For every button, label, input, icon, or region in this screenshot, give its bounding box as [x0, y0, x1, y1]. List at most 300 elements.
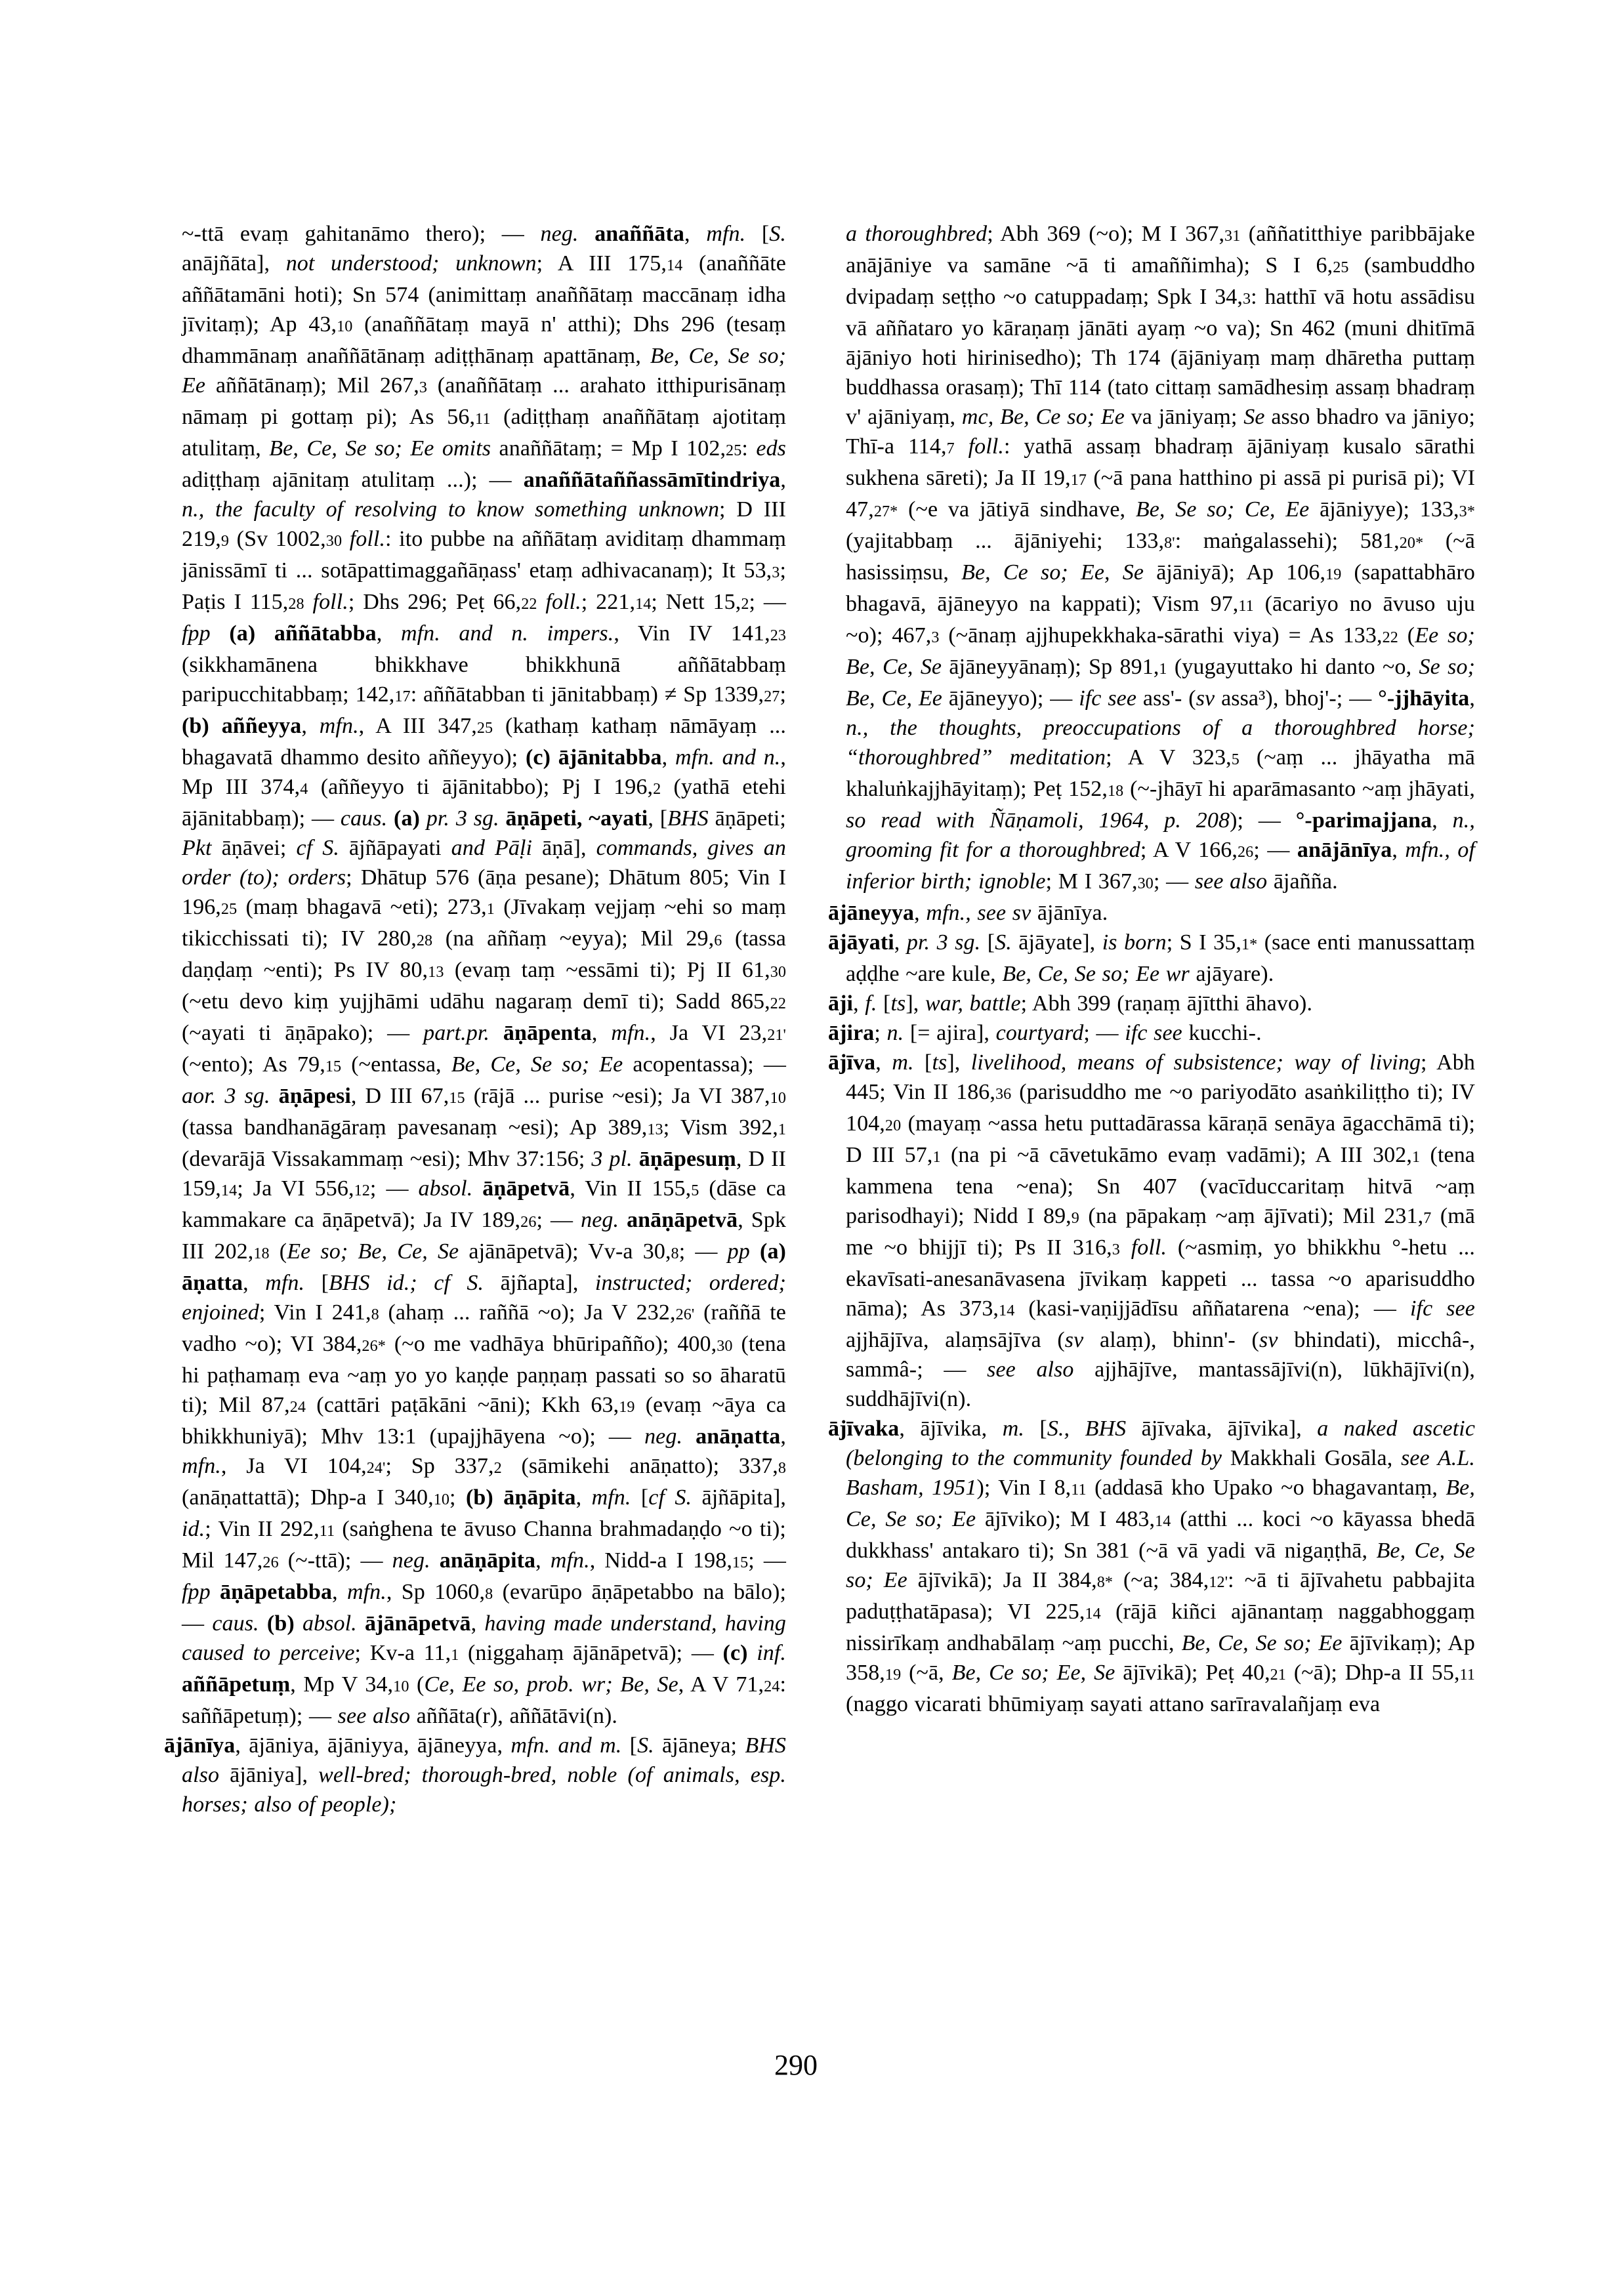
line-number: 26 [1238, 843, 1254, 861]
italic-label: foll. [968, 434, 1004, 459]
italic-label: commands, gives an order (to); orders [182, 836, 786, 890]
line-number: 25 [220, 900, 238, 918]
line-number: 25 [726, 442, 742, 459]
line-number: 14 [220, 1182, 238, 1199]
entry-continuation [164, 219, 786, 1731]
italic-label: m. [892, 1050, 914, 1075]
italic-label: mfn. and n. impers. [400, 621, 614, 646]
entry-text: anaññātaṃ; = Mp I 102,25: [491, 436, 757, 461]
line-number: 14 [999, 1302, 1015, 1319]
italic-label: S. [769, 222, 786, 246]
entry-text: , Vin IV 141,23 (sikkhamānena bhikkhave bhikkhunā aññātabbaṃ paripucchitabbaṃ; 142,17: aññātabban ti jānitabbaṃ) ≠ Sp 1339,27; [182, 621, 787, 707]
line-number: 8 [778, 1459, 787, 1477]
line-number: 3 [1112, 1241, 1120, 1258]
line-number: 2 [493, 1459, 502, 1477]
headword-or-form: (a) [229, 621, 256, 646]
italic-label: part.pr. [423, 1021, 490, 1045]
entry-text: ājāneya; [654, 1733, 745, 1758]
italic-label: so read with Ñāṇamoli, 1964, p. 208 [846, 808, 1230, 833]
headword-or-form: anājānīya [1297, 838, 1392, 862]
entry-text: ājīvikā); Peṭ 40,21 (~ā); Dhp-a II 55,11 (naggo vicarati bhūmiyaṃ sayati attano sarīravalañjaṃ eva [846, 1661, 1475, 1716]
entry-text: āṇā], [532, 836, 596, 860]
italic-label: sv [1064, 1328, 1084, 1352]
line-number: 24' [366, 1459, 386, 1477]
dictionary-entry [828, 928, 1475, 989]
italic-label: having made understand, having caused to perceive [182, 1611, 786, 1665]
line-number: 6 [714, 932, 722, 949]
entry-text: , Mp V 34,10 ( [290, 1672, 425, 1697]
italic-label: Pkt [182, 836, 212, 860]
line-number: 14 [1155, 1512, 1171, 1530]
entry-text: ], [906, 991, 925, 1016]
entry-text [209, 714, 222, 738]
entry-text: āṇāvei; [211, 836, 297, 860]
line-number: 20 [885, 1117, 902, 1134]
italic-label: BHS [667, 806, 709, 831]
italic-label: BHS also [182, 1733, 786, 1787]
entry-text: , [684, 222, 707, 246]
entry-text: , Spk III 202,18 ( [182, 1208, 786, 1264]
entry-text: ; A V 166,26; — [1140, 838, 1297, 862]
line-number: 19 [885, 1666, 902, 1684]
headword-or-form: anāṇāpita [439, 1548, 536, 1573]
line-number: 13 [647, 1121, 663, 1138]
headword-or-form: āṇāpita [503, 1485, 576, 1510]
line-number: 14 [667, 257, 683, 274]
line-number: 3 [419, 379, 427, 396]
headword-or-form: āṇāpetabba [220, 1580, 333, 1604]
entry-text: , D II 159,14; Ja VI 556,12; — [182, 1147, 786, 1201]
entry-text [430, 1548, 440, 1573]
italic-label: a thoroughbred [846, 222, 988, 246]
italic-label: Se so; Be, Ce, Ee [846, 655, 1475, 711]
line-number: 30 [1137, 875, 1154, 892]
italic-label: inf. [757, 1641, 786, 1665]
line-number: 19 [619, 1398, 635, 1416]
entry-text: ājāneyyānaṃ); Sp 891,1 (yugayuttako hi danto ~o, [942, 655, 1419, 679]
entry-text: ; M I 367,30; — [1045, 869, 1195, 894]
entry-text: ājāneyyo); — [942, 686, 1079, 711]
entry-text [357, 1611, 365, 1636]
headword-or-form: (a) [394, 806, 420, 831]
entry-text: assa³), bhoj'-; — [1215, 686, 1379, 711]
entry-text [259, 1611, 267, 1636]
italic-label: S. [637, 1733, 654, 1758]
italic-label: mfn. [550, 1548, 590, 1573]
italic-label: neg. [581, 1208, 619, 1232]
headword-or-form: (a) [760, 1239, 786, 1264]
line-number: 15 [325, 1058, 342, 1075]
entry-text: [ [304, 1271, 329, 1295]
line-number: 8 [485, 1585, 493, 1603]
italic-label: ifc see [1079, 686, 1137, 711]
entry-text: va jāniyaṃ; [1124, 405, 1244, 429]
entry-text: aññātānaṃ); Mil 267,3 (anaññātaṃ ... arahato itthipurisānaṃ nāmaṃ pi gottaṃ pi); As 56,11 (adiṭṭhaṃ anaññātaṃ ajotitaṃ atulitaṃ, [182, 373, 787, 461]
entry-text: kucchi-. [1182, 1021, 1262, 1045]
entry-text: , [575, 1485, 592, 1510]
italic-label: pp [727, 1239, 750, 1264]
italic-label: fpp [182, 621, 211, 646]
entry-text: ; S I 35,1* (sace enti manussattaṃ aḍḍhe ~are kule, [846, 930, 1476, 986]
entry-text: , [243, 1271, 266, 1295]
entry-text: [ [631, 1485, 649, 1510]
entry-text: ājñapta], [484, 1271, 595, 1295]
entry-text: ājāniyā); Ap 106,19 (sapattabhāro bhagavā, ājāneyyo na kappati); Vism 97,11 (ācariyo no āvuso uju ~o); 467,3 (~ānaṃ ajjhupekkhaka-sārathi viya) = As 133,22 ( [846, 560, 1475, 648]
italic-label: 3 pl. [591, 1147, 633, 1171]
headword-or-form: °-jjhāyita [1378, 686, 1470, 711]
entry-text: ajāyare). [1189, 962, 1274, 986]
entry-text: , [535, 1548, 551, 1573]
italic-label: Be, Ce, Se so; Ee [451, 1052, 623, 1077]
dictionary-entry [828, 1048, 1475, 1414]
entry-text: , [1469, 686, 1476, 711]
headword-or-form: ājira [828, 1021, 875, 1045]
italic-label: Be, Ce, Se so; Ee [846, 1476, 1475, 1531]
line-number: 22 [521, 595, 537, 613]
entry-text: ~-ttā evaṃ gahitanāmo thero); — [182, 222, 541, 246]
entry-text [211, 621, 230, 646]
entry-text: (~asmiṃ, yo bhikkhu °-hetu ... ekavīsati-anesanāvasena jīvikaṃ kappeti ... tassa ~o aparisuddho nāma); As 373,14 (kasi-vaṇijjādīsu aññatarena ~ena); — [846, 1235, 1475, 1321]
line-number: 10 [770, 1089, 786, 1107]
entry-text: , A III 347,25 (kathaṃ kathaṃ nāmāyaṃ ... bhagavatā dhammo desito aññeyyo); [182, 714, 787, 770]
entry-text: , [1432, 808, 1453, 833]
line-number: 11 [1071, 1481, 1087, 1499]
line-number: 25 [476, 719, 493, 737]
italic-label: S., BHS [1047, 1416, 1127, 1441]
headword-or-form: anāṇatta [696, 1424, 781, 1449]
line-number: 18 [1107, 782, 1124, 800]
italic-label: mfn. [591, 1485, 631, 1510]
line-number: 14 [1085, 1605, 1101, 1623]
italic-label: Be, Ce, Se so; Ee [182, 344, 786, 398]
dictionary-entry [828, 1414, 1475, 1719]
entry-text: , ājīvika, [899, 1416, 1003, 1441]
entry-text: , [661, 745, 675, 770]
headword-or-form: (c) [525, 745, 551, 770]
headword-or-form: āṇatta [182, 1271, 243, 1295]
headword-or-form: aññātabba [274, 621, 377, 646]
entry-text: , A V 71,24: saññāpetuṃ); — [182, 1672, 787, 1728]
italic-label: Be, Ce so; Ee, Se [951, 1661, 1115, 1685]
italic-label: is born [1102, 930, 1167, 955]
line-number: 7 [1423, 1209, 1432, 1227]
entry-text: adiṭṭhaṃ ajānitaṃ atulitaṃ ...); — [182, 468, 524, 492]
italic-label: foll. [312, 590, 348, 614]
line-number: 17 [394, 688, 411, 705]
entry-text: , [301, 714, 320, 738]
entry-text: , [1392, 838, 1405, 862]
headword-or-form: (c) [722, 1641, 748, 1665]
line-number: 13 [428, 963, 444, 981]
entry-text [295, 1611, 302, 1636]
entry-text: ; A V 323,5 (~aṃ ... jhāyatha mā khaluṅkajjhāyitaṃ); Peṭ 152,18 (~-jhāyī hi aparāmasanto ~aṃ jhāyati, [846, 745, 1475, 801]
headword-or-form: anaññāta [594, 222, 685, 246]
headword-or-form: (b) [266, 1611, 295, 1636]
headword-or-form: āṇāpesi [278, 1084, 351, 1108]
italic-label: n. [886, 1021, 904, 1045]
entry-text: ; Abh 399 (raṇaṃ ājītthi āhavo). [1020, 991, 1313, 1016]
entry-text: , [470, 1611, 485, 1636]
entry-text: ; [874, 1021, 887, 1045]
italic-label: instructed; ordered; enjoined [182, 1271, 787, 1325]
line-number: 8 [371, 1306, 379, 1323]
entry-continuation [828, 219, 1475, 898]
entry-text [255, 621, 274, 646]
italic-label: sv [1196, 686, 1215, 711]
italic-label: neg. [644, 1424, 683, 1449]
entry-text: , [914, 901, 927, 925]
italic-label: caus. [212, 1611, 259, 1636]
entry-text: , [894, 930, 907, 955]
italic-label: aor. 3 sg. [182, 1084, 270, 1108]
italic-label: absol. [302, 1611, 357, 1636]
italic-label: m. [1002, 1416, 1024, 1441]
entry-text: : ito pubbe na aññātaṃ aviditaṃ dhammaṃ jānissāmī ti ... sotāpattimaggañāṇass' etaṃ adhivacanaṃ); It 53,3; Paṭis I 115,28 [182, 527, 787, 614]
italic-label: caus. [340, 806, 388, 831]
entry-text: ājānīya. [1031, 901, 1108, 925]
line-number: 26 [520, 1213, 537, 1231]
line-number: 1 [486, 900, 495, 918]
entry-text: [ [913, 1050, 932, 1075]
entry-text: , Ja VI 23,21' (~ento); As 79,15 (~entassa, [182, 1021, 787, 1077]
entry-text: ājāyate], [1011, 930, 1102, 955]
entry-text [619, 1208, 627, 1232]
line-number: 8' [1164, 534, 1175, 552]
italic-label: S. [995, 930, 1012, 955]
line-number: 3 [1243, 290, 1251, 308]
line-number: 26* [362, 1337, 386, 1355]
entry-text [682, 1424, 696, 1449]
entry-text: [= ajira], [904, 1021, 996, 1045]
line-number: 15 [449, 1089, 465, 1107]
entry-text: ; Vin I 241,8 (ahaṃ ... raññā ~o); Ja V 232,26' (raññā te vadho ~o); VI 384,26* (~o me vadhāya bhūripañño); 400,30 (tena hi paṭhamaṃ eva ~aṃ yo yo kaṇḍe paṇṇaṃ passati so so āharatū ti); Mil 87,24 (cattāri paṭākāni ~āni); Kkh 63,19 (evaṃ ~āya ca bhikkhuniyā); Mhv 13:1 (upajjhāyena ~o); — [182, 1300, 786, 1449]
entry-text: ājñāpita], [692, 1485, 786, 1510]
line-number: 5 [1231, 751, 1239, 768]
italic-label: Be, Ce so; Ee, Se [961, 560, 1144, 585]
dictionary-entry [828, 1018, 1475, 1048]
entry-text: , D III 67,15 (rājā ... purise ~esi); Ja VI 387,10 (tassa bandhanāgāraṃ pavesanaṃ ~esi); Ap 389,13; Vism 392,1 (devarājā Vissakammaṃ ~esi); Mhv 37:156; [182, 1084, 786, 1171]
entry-text: , [376, 621, 401, 646]
italic-label: mfn. and n. [675, 745, 781, 770]
entry-text: , [780, 1424, 786, 1449]
entry-text: , ājāniya, ājāniyya, ājāneyya, [235, 1733, 511, 1758]
line-number: 30 [717, 1337, 733, 1355]
italic-label: not understood; unknown [285, 251, 537, 276]
line-number: 18 [253, 1245, 270, 1262]
line-number: 26 [262, 1554, 279, 1571]
line-number: 21' [767, 1026, 787, 1044]
headword-or-form: ājāyati [828, 930, 894, 955]
entry-text: , [853, 991, 865, 1016]
entry-text: Makkhali Gosāla, [1222, 1446, 1402, 1470]
line-number: 11 [1238, 597, 1254, 615]
headword-or-form: ājānīya [164, 1733, 236, 1758]
entry-text: ; Abh 445; Vin II 186,36 (parisuddho me ~o pariyodāto asaṅkiliṭṭho ti); IV 104,20 (mayaṃ ~assa hetu puttadārassa kāraṇā senāya āgacchāmā ti); D III 57,1 (na pi ~ā cāvetukāmo evaṃ vadāmi); A III 302,1 (tena kammena tena ~ena); Sn 407 (vacīduccaritaṃ hitvā ~aṃ parisodhayi); Nidd I 89,9 (na pāpakaṃ ~aṃ ājīvati); Mil 231,7 (mā me ~o bhijjī ti); Ps II 316,3 [846, 1050, 1476, 1260]
line-number: 27* [873, 503, 898, 520]
dictionary-entry [828, 989, 1475, 1018]
entry-text: , Vin II 155,5 (dāse ca kammakare ca āṇāpetvā); Ja IV 189,26; — [182, 1176, 786, 1232]
entry-text: ājāniya], [219, 1763, 319, 1787]
italic-label: mfn., of inferior birth; ignoble [846, 838, 1476, 894]
italic-label: see A.L. Basham, 1951 [846, 1446, 1475, 1500]
italic-label: mfn. [611, 1021, 651, 1045]
italic-label: mfn. [319, 714, 359, 738]
entry-text: [ [980, 930, 995, 955]
entry-text: ajjhājīva, alaṃsājīva ( [846, 1328, 1065, 1352]
entry-text: [ [621, 1733, 638, 1758]
headword-or-form: °-parimajjana [1295, 808, 1432, 833]
line-number: 5 [691, 1182, 699, 1199]
entry-text: aññāta(r), aññātāvi(n). [410, 1704, 617, 1728]
line-number: 17 [1070, 471, 1087, 489]
headword-or-form: āṇāpenta [503, 1021, 592, 1045]
italic-label: Ce, Ee so, prob. wr; Be, Se [424, 1672, 678, 1697]
entry-text: ; Dhātup 576 (āṇa pesane); Dhātum 805; Vin I 196,25 (maṃ bhagavā ~eti); 273,1 (Jīvakaṃ vejjaṃ ~ehi so maṃ tikicchissati ti); IV 280,28 (na aññaṃ ~eyya); Mil 29,6 (tassa daṇḍaṃ ~enti); Ps IV 80,13 (evaṃ taṃ ~essāmi ti); Pj II 61,30 (~etu devo kiṃ yujjhāmi udāhu nagaraṃ demī ti); Sadd 865,22 (~ayati ti āṇāpako); — [182, 865, 787, 1045]
entry-text: ; Vin II 292,11 (saṅghena te āvuso Channa brahmadaṇḍo ~o ti); Mil 147,26 (~-ttā); — [182, 1517, 786, 1573]
entry-text: , Nidd-a I 198,15; — [589, 1548, 786, 1573]
entry-text: āṇāpeti; [708, 806, 786, 831]
italic-label: n., the thoughts, preoccupations of a thoroughbred horse; “thoroughbred” meditation [846, 716, 1475, 770]
entry-text: ājñāpayati [339, 836, 451, 860]
italic-label: Be, Ce, Se so; Ee wr [1002, 962, 1190, 986]
entry-text: , [ [648, 806, 668, 831]
italic-label: neg. [392, 1548, 430, 1573]
headword-or-form: āṇāpetvā [482, 1176, 570, 1201]
italic-label: mfn. [706, 222, 746, 246]
italic-label: ts [932, 1050, 947, 1075]
line-number: 3* [1459, 503, 1475, 520]
italic-label: see also [337, 1704, 411, 1728]
line-number: 36 [995, 1085, 1012, 1103]
entry-text [493, 1485, 503, 1510]
italic-label: cf S. [296, 836, 339, 860]
italic-label: foll. [545, 590, 581, 614]
entry-text: ); Vin I 8,11 (addasā kho Upako ~o bhagavantaṃ, [976, 1476, 1446, 1500]
italic-label: mfn. [265, 1271, 305, 1295]
headword-or-form: ājāneyya [828, 901, 915, 925]
line-number: 3 [931, 629, 940, 646]
entry-text: acopentassa); — [623, 1052, 786, 1077]
line-number: 31 [1224, 227, 1241, 245]
italic-label: BHS id.; cf S. [329, 1271, 484, 1295]
italic-label: mc, Be, Ce so; Ee [961, 405, 1125, 429]
line-number: 28 [416, 932, 433, 949]
headword-or-form: aññeyya [221, 714, 302, 738]
line-number: 1 [1159, 660, 1167, 678]
entry-text: ; Kv-a 11,1 (niggahaṃ ājānāpetvā); — [354, 1641, 723, 1665]
italic-label: a naked ascetic (belonging to the community founded by [846, 1416, 1476, 1470]
italic-label: f. [865, 991, 877, 1016]
entry-text: ass'- ( [1136, 686, 1196, 711]
italic-label: foll. [1131, 1235, 1167, 1260]
entry-text: ], [947, 1050, 971, 1075]
entry-text: , Mp III 374,4 (aññeyyo ti ājānitabbo); Pj I 196,2 (yathā etehi ājānitabbaṃ); — [182, 745, 787, 831]
line-number: 28 [288, 595, 304, 613]
italic-label: Se [1243, 405, 1265, 429]
italic-label: Be, Ce, Se so; Ee [846, 1539, 1475, 1592]
line-number: 22 [770, 995, 786, 1012]
headword-or-form: ājīvaka [828, 1416, 900, 1441]
line-number: 19 [1325, 566, 1342, 583]
entry-text: ; D III 219,9 (Sv 1002,30 [182, 497, 786, 551]
entry-text [387, 806, 394, 831]
line-number: 11 [475, 410, 491, 428]
italic-label: and Pāḷi [451, 836, 533, 860]
entry-text: ); — [1230, 808, 1296, 833]
italic-label: Be, Ce, Se so; Ee [1181, 1631, 1343, 1655]
italic-label: war, battle [925, 991, 1021, 1016]
dictionary-entry [164, 1731, 786, 1819]
italic-label: Ee so; Be, Ce, Se [846, 623, 1475, 679]
entry-text: ; 221,14; Nett 15,2; — [581, 590, 787, 614]
italic-label: Ee so; Be, Ce, Se [287, 1239, 459, 1264]
line-number: 1* [1241, 936, 1258, 953]
entry-text [579, 222, 595, 246]
italic-label: mfn. and m. [510, 1733, 622, 1758]
entry-text: ājāniyye); 133,3* (yajitabbaṃ ... ājāniyehi; 133,8': maṅgalassehi); 581,20* (~ā hasissiṃsu, [846, 497, 1475, 585]
page-number: 290 [774, 2049, 818, 2081]
entry-text: , [780, 468, 786, 492]
entry-text: ; A III 175,14 (anaññāte aññātamāni hoti); Sn 574 (animittaṃ anaññātaṃ maccānaṃ idha jīvitaṃ); Ap 43,10 (anaññātaṃ mayā n' atthi); Dhs 296 (tesaṃ dhammānaṃ anaññātānaṃ adiṭṭhānaṃ apattānaṃ, [182, 251, 786, 368]
line-number: 21 [1270, 1666, 1286, 1684]
entry-text: ājañña. [1267, 869, 1338, 894]
text-columns [164, 219, 1475, 1819]
line-number: 7 [946, 440, 955, 457]
headword-or-form: (b) [466, 1485, 493, 1510]
entry-text: , [591, 1021, 612, 1045]
headword-or-form: anāṇāpetvā [627, 1208, 738, 1232]
italic-label: pr. 3 sg. [906, 930, 981, 955]
italic-label: cf S. [648, 1485, 692, 1510]
italic-label: mfn. [346, 1580, 386, 1604]
entry-text [472, 1176, 482, 1201]
line-number: 24 [764, 1678, 780, 1695]
entry-text: ; Dhs 296; Peṭ 66,22 [348, 590, 537, 614]
italic-label: courtyard [995, 1021, 1084, 1045]
line-number: 8 [671, 1245, 679, 1262]
entry-text: asso bhadro va jāniyo; Thī-a 114,7 [846, 405, 1476, 459]
entry-text: ājīvaka, ājīvika], [1126, 1416, 1318, 1441]
line-number: 12' [1209, 1573, 1228, 1591]
line-number: 25 [1333, 258, 1349, 276]
italic-label: livelihood, means of subsistence; way of living [970, 1050, 1421, 1075]
italic-label: sv [1259, 1328, 1278, 1352]
line-number: 20* [1399, 534, 1424, 552]
entry-text [750, 1239, 760, 1264]
entry-text: , [332, 1580, 347, 1604]
entry-text [489, 1021, 503, 1045]
headword-or-form: ājīva [828, 1050, 876, 1075]
entry-text: [ [877, 991, 891, 1016]
right-column [828, 219, 1475, 1819]
italic-label: ts [890, 991, 906, 1016]
line-number: 9 [1071, 1209, 1079, 1227]
entry-text: , [875, 1050, 892, 1075]
entry-text [748, 1641, 757, 1665]
line-number: 30 [325, 532, 343, 550]
line-number: 12 [354, 1182, 370, 1199]
dictionary-entry [828, 898, 1475, 928]
line-number: 10 [337, 318, 353, 335]
line-number: 15 [732, 1554, 749, 1571]
entry-text: ; Abh 369 (~o); M I 367,31 (aññatitthiye paribbājake anājāniye va samāne ~ā ti amaññimha); S I 6,25 (sambuddho dvipadaṃ seṭṭho ~o catuppadaṃ; Spk I 34,3: hatthī vā hotu assādisu vā aññataro yo kāraṇaṃ jānāti ayaṃ ~o va); Sn 462 (muni dhitīmā ājāniyo hoti hirinisedho); Th 174 (ājāniyaṃ maṃ dhāretha puttaṃ buddhassa orasaṃ); Thī 114 (tato cittaṃ samādhesiṃ assaṃ bhadraṃ v' ajāniyaṃ, [846, 222, 1475, 429]
entry-text: ājīviko); M I 483,14 (atthi ... koci ~o kāyassa bhedā dukkhass' antakaro ti); Sn 381 (~ā vā yadi vā nigaṇṭhā, [846, 1507, 1476, 1563]
headword-or-form: āṇāpesuṃ [638, 1147, 736, 1171]
headword-or-form: aññāpetuṃ [182, 1672, 291, 1697]
line-number: 1 [451, 1646, 459, 1664]
entry-text: [ [1024, 1416, 1047, 1441]
italic-label: ifc see [1409, 1296, 1475, 1321]
